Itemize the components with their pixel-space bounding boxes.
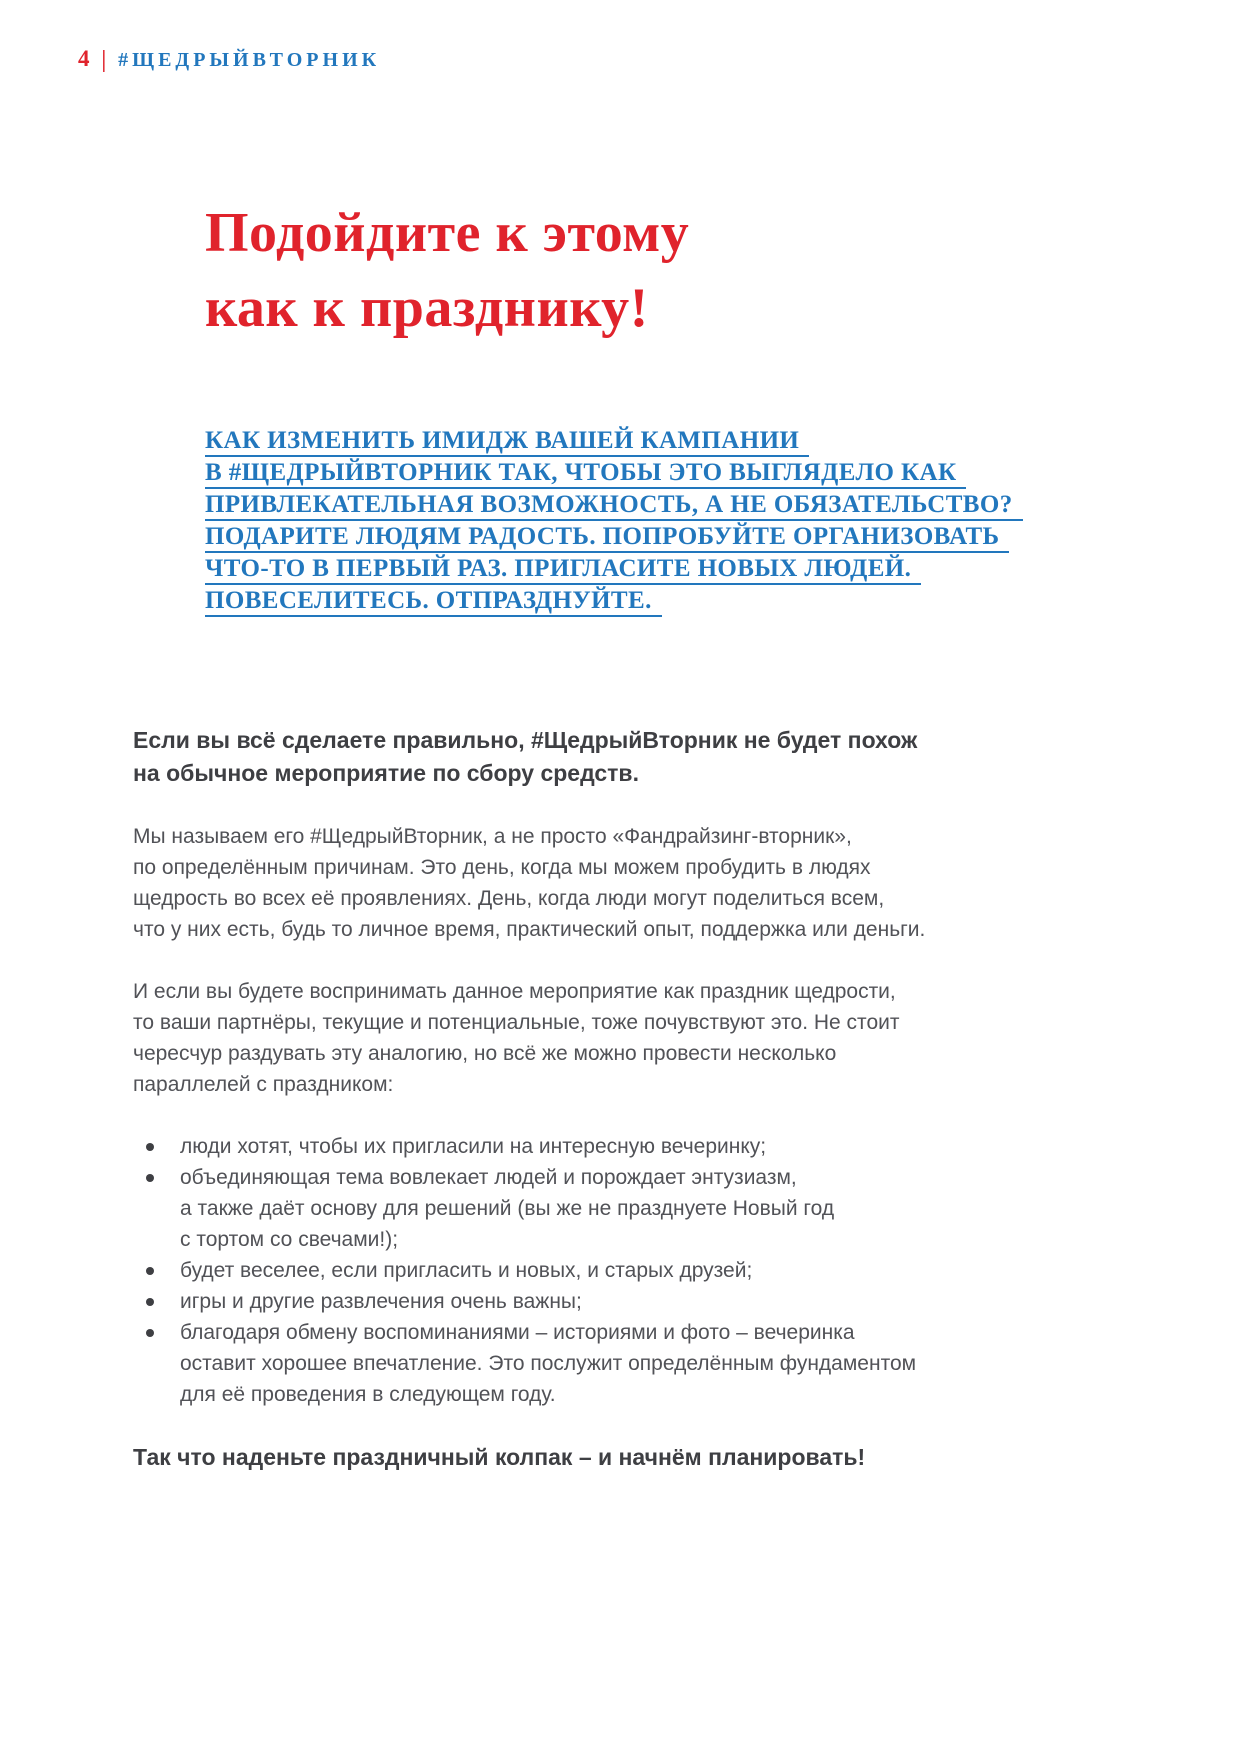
paragraph-2 bbox=[133, 976, 925, 1100]
lead-line: КАК ИЗМЕНИТЬ ИМИДЖ ВАШЕЙ КАМПАНИИ bbox=[205, 428, 809, 457]
page-title-line-2: как к празднику! bbox=[205, 277, 649, 339]
bullet-line: люди хотят, чтобы их пригласили на интересную вечеринку; bbox=[180, 1135, 767, 1158]
paragraph-line: параллелей с праздником: bbox=[133, 1073, 394, 1096]
bullet-line: будет веселее, если пригласить и новых, и старых друзей; bbox=[180, 1259, 753, 1282]
page-title bbox=[205, 196, 689, 346]
list-item bbox=[133, 1255, 925, 1286]
lead-line: ПОВЕСЕЛИТЕСЬ. ОТПРАЗДНУЙТЕ. bbox=[205, 588, 662, 617]
paragraph-line: что у них есть, будь то личное время, практический опыт, поддержка или деньги. bbox=[133, 918, 926, 941]
bullet-line: игры и другие развлечения очень важны; bbox=[180, 1290, 582, 1313]
paragraph-line: то ваши партнёры, текущие и потенциальные, тоже почувствуют это. Не стоит bbox=[133, 1011, 900, 1034]
page-number: 4 bbox=[78, 46, 90, 71]
lead-line: ПРИВЛЕКАТЕЛЬНАЯ ВОЗМОЖНОСТЬ, А НЕ ОБЯЗАТЕЛЬСТВО? bbox=[205, 492, 1023, 521]
lead-line: ЧТО-ТО В ПЕРВЫЙ РАЗ. ПРИГЛАСИТЕ НОВЫХ ЛЮДЕЙ. bbox=[205, 556, 921, 585]
paragraph-line: по определённым причинам. Это день, когда мы можем пробудить в людях bbox=[133, 856, 871, 879]
page-header bbox=[78, 46, 380, 72]
bullet-line: благодаря обмену воспоминаниями – историями и фото – вечеринка bbox=[180, 1321, 855, 1344]
bullet-icon bbox=[146, 1267, 154, 1275]
lead-line: В #ЩЕДРЫЙВТОРНИК ТАК, ЧТОБЫ ЭТО ВЫГЛЯДЕЛО КАК bbox=[205, 460, 966, 489]
paragraph-line: щедрость во всех её проявлениях. День, когда люди могут поделиться всем, bbox=[133, 887, 885, 910]
closing-paragraph: Так что наденьте праздничный колпак – и начнём планировать! bbox=[133, 1444, 866, 1470]
list-item bbox=[133, 1286, 925, 1317]
bullet-list bbox=[133, 1131, 925, 1410]
list-item bbox=[133, 1131, 925, 1162]
paragraph-line: Мы называем его #ЩедрыйВторник, а не просто «Фандрайзинг-вторник», bbox=[133, 825, 852, 848]
lead-block bbox=[205, 428, 1023, 620]
bullet-line: а также даёт основу для решений (вы же не празднуете Новый год bbox=[180, 1197, 835, 1220]
paragraph-1 bbox=[133, 821, 925, 945]
bullet-icon bbox=[146, 1329, 154, 1337]
bullet-icon bbox=[146, 1143, 154, 1151]
list-item bbox=[133, 1317, 925, 1410]
header-divider: | bbox=[101, 45, 107, 73]
paragraph-line: И если вы будете воспринимать данное мероприятие как праздник щедрости, bbox=[133, 980, 896, 1003]
bullet-icon bbox=[146, 1174, 154, 1182]
bullet-line: оставит хорошее впечатление. Это послужит определённым фундаментом bbox=[180, 1352, 917, 1375]
campaign-hashtag: #ЩЕДРЫЙВТОРНИК bbox=[118, 49, 381, 71]
bullet-line: для её проведения в следующем году. bbox=[180, 1383, 556, 1406]
intro-paragraph bbox=[133, 724, 925, 790]
bullet-line: объединяющая тема вовлекает людей и порождает энтузиазм, bbox=[180, 1166, 797, 1189]
body-text bbox=[133, 724, 925, 1505]
list-item bbox=[133, 1162, 925, 1255]
bullet-icon bbox=[146, 1298, 154, 1306]
bullet-line: с тортом со свечами!); bbox=[180, 1228, 399, 1251]
paragraph-line: чересчур раздувать эту аналогию, но всё же можно провести несколько bbox=[133, 1042, 837, 1065]
intro-line: Если вы всё сделаете правильно, #ЩедрыйВторник не будет похож bbox=[133, 727, 918, 753]
intro-line: на обычное мероприятие по сбору средств. bbox=[133, 760, 639, 786]
page-title-line-1: Подойдите к этому bbox=[205, 202, 690, 264]
lead-line: ПОДАРИТЕ ЛЮДЯМ РАДОСТЬ. ПОПРОБУЙТЕ ОРГАНИЗОВАТЬ bbox=[205, 524, 1009, 553]
